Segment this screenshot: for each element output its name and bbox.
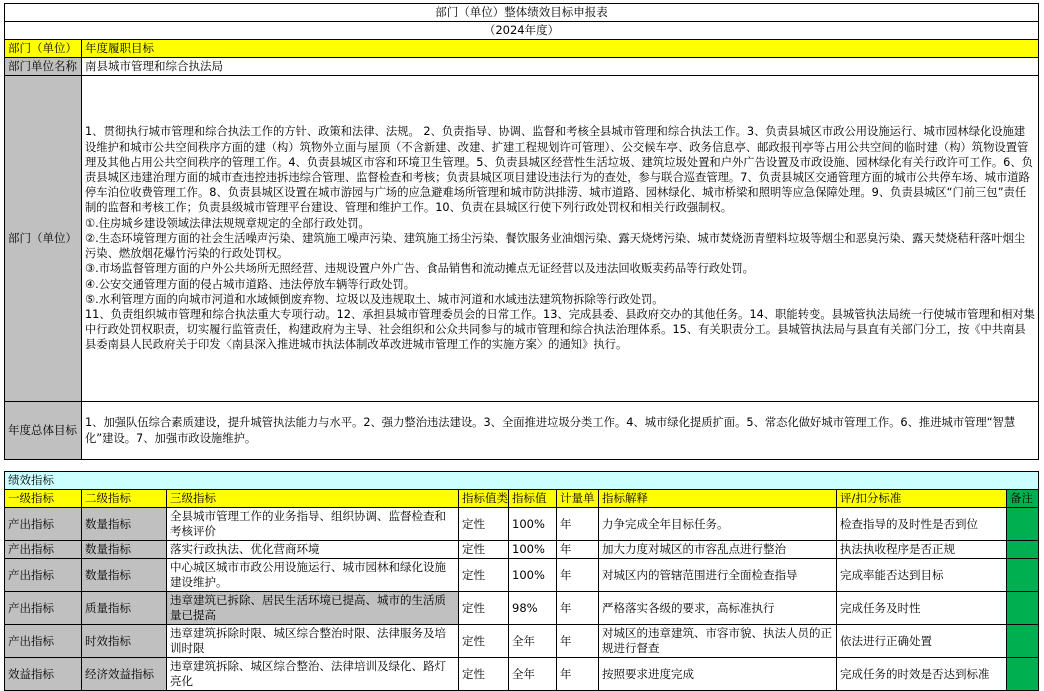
cell: 定性 xyxy=(459,508,509,541)
cell: 完成任务及时性 xyxy=(837,592,1007,625)
cell: 年 xyxy=(557,592,599,625)
col-header: 备注 xyxy=(1007,490,1039,508)
cell: 数量指标 xyxy=(82,541,167,559)
cell: 定性 xyxy=(459,658,509,691)
cell: 年 xyxy=(557,625,599,658)
cell: 违章建筑拆除时限、城区综合整治时限、法律服务及培训时限 xyxy=(167,625,459,658)
dept-label: 部门（单位） xyxy=(5,40,82,58)
dept-duties-text xyxy=(82,76,1039,402)
table-row xyxy=(5,658,1039,691)
cell: 质量指标 xyxy=(82,592,167,625)
cell xyxy=(1007,559,1039,592)
duties-item: ①.住房城乡建设领域法律法规规章规定的全部行政处罚。 xyxy=(85,216,370,230)
cell: 98% xyxy=(509,592,557,625)
col-header: 评/扣分标准 xyxy=(837,490,1007,508)
cell: 产出指标 xyxy=(5,541,82,559)
section-title: 绩效指标 xyxy=(5,472,1039,490)
cell: 效益指标 xyxy=(5,658,82,691)
cell: 时效指标 xyxy=(82,625,167,658)
cell: 力争完成全年目标任务。 xyxy=(599,508,837,541)
duties-item: ⑤.水利管理方面的向城市河道和水域倾倒废弃物、垃圾以及违规取土、城市河道和水域违法建筑物拆除等行政处罚。 xyxy=(85,292,664,306)
cell: 依法进行正确处置 xyxy=(837,625,1007,658)
annual-goal-label: 年度总体目标 xyxy=(5,402,82,460)
cell: 定性 xyxy=(459,625,509,658)
cell: 检查指导的及时性是否到位 xyxy=(837,508,1007,541)
cell: 年 xyxy=(557,541,599,559)
cell xyxy=(1007,658,1039,691)
dept-name-value: 南县城市管理和综合执法局 xyxy=(82,58,1039,76)
cell: 完成率能否达到目标 xyxy=(837,559,1007,592)
duties-paragraph: 1、贯彻执行城市管理和综合执法工作的方针、政策和法律、法规。 2、负责指导、协调、监督和考核全县城市管理和综合执法工作。3、负责县城区市政公用设施运行、城市园林绿化设施建设维护和城市公共空间秩序方面的建（构）筑物外立面与屋顶（不含新建、改建、扩建工程规划许可管理）、公交候车亭、政务信息亭、邮政报刊亭等占用公共空间的临时建（构）筑物设置管理及其他占用公共空间秩序的管理工作。4、负责县城区市容和环境卫生管理。5、负责县城区经营性生活垃圾、建筑垃圾处置和户外广告设置及市政设施、园林绿化有关行政许可工作。6、负责县城区违建治理方面的城市查违控违拆违综合管理、监督检查和考核；负责县城区项目建设违法行为的查处，参与联合巡查管理。7、负责县城区交通管理方面的城市公共停车场、城市道路停车泊位收费管理工作。8、负责县城区设置在城市游园与广场的应急避难场所管理和城市防洪排涝、城市道路、园林绿化、城市桥梁和照明等应急保障处理。9、负责县城区“门前三包”责任制的监督和考核工作；负责县级城市管理平台建设、管理和维护工作。10、负责在县城区行使下列行政处罚权和相关行政强制权。 xyxy=(85,125,1033,215)
duties-paragraph: 11、负责组织城市管理和综合执法重大专项行动。12、承担县城市管理委员会的日常工作。13、完成县委、县政府交办的其他任务。14、职能转变。县城管执法局统一行使城市管理和相对集中行政处罚权职责，切实履行监管责任，构建政府为主导、社会组织和公众共同参与的城市管理和综合执法治理体系。15、有关职责分工。县城管执法局与县直有关部门分工，按《中共南县县委南县人民政府关于印发〈南县深入推进城市执法体制改革改进城市管理工作的实施方案〉的通知》执行。 xyxy=(85,307,1035,352)
cell: 违章建筑拆除、城区综合整治、法律培训及绿化、路灯亮化 xyxy=(167,658,459,691)
table-row xyxy=(5,541,1039,559)
cell: 100% xyxy=(509,559,557,592)
cell: 加大力度对城区的市容乱点进行整治 xyxy=(599,541,837,559)
cell: 定性 xyxy=(459,592,509,625)
col-header: 指标值类 xyxy=(459,490,509,508)
cell: 按照要求进度完成 xyxy=(599,658,837,691)
cell: 经济效益指标 xyxy=(82,658,167,691)
header-row xyxy=(5,490,1039,508)
dept-name-label: 部门单位名称 xyxy=(5,58,82,76)
cell: 100% xyxy=(509,508,557,541)
cell xyxy=(1007,541,1039,559)
col-header: 指标值 xyxy=(509,490,557,508)
cell: 落实行政执法、优化营商环境 xyxy=(167,541,459,559)
cell: 定性 xyxy=(459,559,509,592)
table-row xyxy=(5,625,1039,658)
form-year: （2024年度） xyxy=(5,22,1039,40)
performance-indicator-table xyxy=(4,471,1039,691)
cell xyxy=(1007,508,1039,541)
cell: 全年 xyxy=(509,658,557,691)
table-row xyxy=(5,508,1039,541)
cell: 对城区的违章建筑、市容市貌、执法人员的正规进行督查 xyxy=(599,625,837,658)
cell: 产出指标 xyxy=(5,559,82,592)
cell: 定性 xyxy=(459,541,509,559)
cell: 100% xyxy=(509,541,557,559)
col-header: 指标解释 xyxy=(599,490,837,508)
cell: 年 xyxy=(557,658,599,691)
cell: 数量指标 xyxy=(82,559,167,592)
cell: 全县城市管理工作的业务指导、组织协调、监督检查和考核评价 xyxy=(167,508,459,541)
table-row xyxy=(5,559,1039,592)
cell: 数量指标 xyxy=(82,508,167,541)
cell: 违章建筑已拆除、居民生活环境已提高、城市的生活质量已提高 xyxy=(167,592,459,625)
cell: 对城区内的管辖范围进行全面检查指导 xyxy=(599,559,837,592)
duties-item: ②.生态环境管理方面的社会生活噪声污染、建筑施工噪声污染、建筑施工扬尘污染、餐饮服务业油烟污染、露天烧烤污染、城市焚烧沥青塑料垃圾等烟尘和恶臭污染、露天焚烧秸秆落叶烟尘污染、燃放烟花爆竹污染的行政处罚权。 xyxy=(85,231,1026,261)
cell: 全年 xyxy=(509,625,557,658)
cell xyxy=(1007,592,1039,625)
duties-item: ④.公安交通管理方面的侵占城市道路、违法停放车辆等行政处罚。 xyxy=(85,277,416,291)
cell: 产出指标 xyxy=(5,508,82,541)
col-header: 计量单 xyxy=(557,490,599,508)
cell: 完成任务的时效是否达到标准 xyxy=(837,658,1007,691)
cell: 产出指标 xyxy=(5,625,82,658)
col-header: 一级指标 xyxy=(5,490,82,508)
table-row xyxy=(5,592,1039,625)
cell: 年 xyxy=(557,559,599,592)
cell: 中心城区城市市政公用设施运行、城市园林和绿化设施建设维护。 xyxy=(167,559,459,592)
cell: 执法执收程序是否正规 xyxy=(837,541,1007,559)
annual-goal-text: 1、加强队伍综合素质建设，提升城管执法能力与水平。2、强力整治违法建设。3、全面推进垃圾分类工作。4、城市绿化提质扩面。5、常态化做好城市管理工作。6、推进城市管理“智慧化”建设。7、加强市政设施维护。 xyxy=(82,402,1039,460)
declaration-table xyxy=(4,3,1039,460)
cell: 年 xyxy=(557,508,599,541)
cell: 产出指标 xyxy=(5,592,82,625)
duties-item: ③.市场监督管理方面的户外公共场所无照经营、违规设置户外广告、食品销售和流动摊点无证经营以及违法回收贩卖药品等行政处罚。 xyxy=(85,262,754,276)
col-header: 三级指标 xyxy=(167,490,459,508)
cell xyxy=(1007,625,1039,658)
dept-duties-label: 部门（单位） xyxy=(5,76,82,402)
annual-duty-target-header: 年度履职目标 xyxy=(82,40,1039,58)
col-header: 二级指标 xyxy=(82,490,167,508)
form-title: 部门（单位）整体绩效目标申报表 xyxy=(5,4,1039,22)
cell: 严格落实各级的要求，高标准执行 xyxy=(599,592,837,625)
